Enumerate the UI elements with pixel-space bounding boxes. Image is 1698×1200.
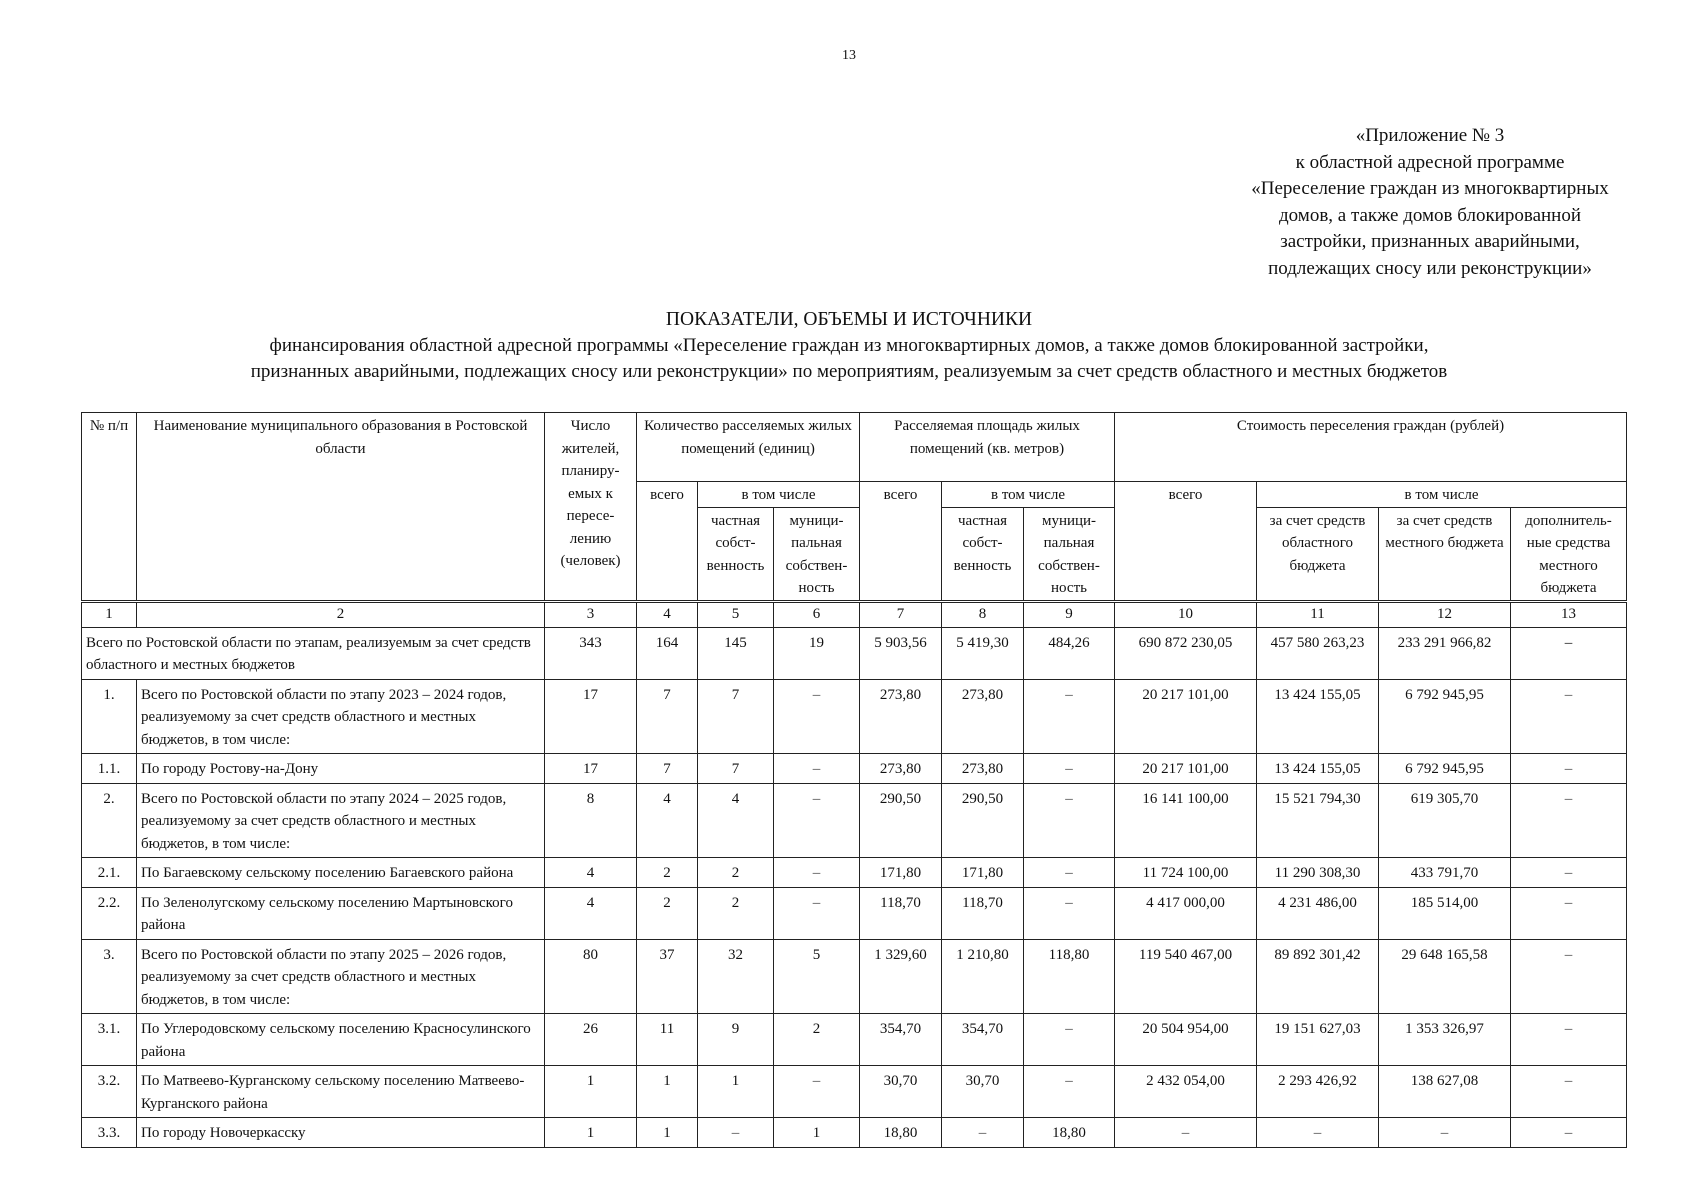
column-number: 13 [1511, 601, 1627, 627]
cell-rooms-municipal: – [774, 858, 860, 888]
cell-cost-total: 2 432 054,00 [1115, 1066, 1257, 1118]
cell-rooms-private: 2 [698, 858, 774, 888]
column-number: 5 [698, 601, 774, 627]
row-number: 2.1. [82, 858, 137, 888]
header-cost-group: Стоимость переселения граждан (рублей) [1115, 413, 1627, 482]
cell-residents: 4 [545, 887, 637, 939]
row-number: 3.3. [82, 1118, 137, 1148]
cell-rooms-private: 32 [698, 939, 774, 1014]
cell-cost-additional: – [1511, 939, 1627, 1014]
row-name: По городу Ростову-на-Дону [137, 754, 545, 784]
table-row [82, 1066, 1627, 1118]
cell-area-total: 354,70 [860, 1014, 942, 1066]
cell-rooms-total: 2 [637, 887, 698, 939]
cell-cost-additional: – [1511, 1118, 1627, 1148]
cell-area-municipal: 118,80 [1024, 939, 1115, 1014]
cell-rooms-private: 1 [698, 1066, 774, 1118]
cell-cost-regional: 11 290 308,30 [1257, 858, 1379, 888]
cell-area-private: 273,80 [942, 679, 1024, 754]
cell-area-total: 1 329,60 [860, 939, 942, 1014]
cell-cost-additional: – [1511, 783, 1627, 858]
row-number: 1. [82, 679, 137, 754]
total-area-private: 5 419,30 [942, 627, 1024, 679]
cell-cost-local: 433 791,70 [1379, 858, 1511, 888]
cell-area-private: – [942, 1118, 1024, 1148]
cell-cost-total: 20 217 101,00 [1115, 679, 1257, 754]
column-number: 12 [1379, 601, 1511, 627]
cell-rooms-total: 11 [637, 1014, 698, 1066]
cell-rooms-municipal: – [774, 679, 860, 754]
cell-cost-total: 20 217 101,00 [1115, 754, 1257, 784]
cell-rooms-total: 1 [637, 1118, 698, 1148]
total-cost-regional: 457 580 263,23 [1257, 627, 1379, 679]
row-name: По Багаевскому сельскому поселению Багаевского района [137, 858, 545, 888]
row-name: Всего по Ростовской области по этапу 2024 – 2025 годов, реализуемому за счет средств областного и местных бюджетов, в том числе: [137, 783, 545, 858]
appendix-line: подлежащих сносу или реконструкции» [1268, 257, 1592, 279]
cell-cost-total: 119 540 467,00 [1115, 939, 1257, 1014]
appendix-line: «Приложение № 3 [1355, 125, 1505, 146]
cell-cost-total: 4 417 000,00 [1115, 887, 1257, 939]
table-row [82, 939, 1627, 1014]
column-number: 4 [637, 601, 698, 627]
appendix-line: домов, а также домов блокированной [1278, 204, 1582, 226]
financing-table [81, 412, 1627, 1148]
cell-cost-additional: – [1511, 679, 1627, 754]
row-number: 3. [82, 939, 137, 1014]
cell-area-private: 290,50 [942, 783, 1024, 858]
cell-area-municipal: – [1024, 783, 1115, 858]
cell-cost-regional: 13 424 155,05 [1257, 754, 1379, 784]
cell-rooms-municipal: – [774, 1066, 860, 1118]
header-rooms-municipal: муници-пальная собствен-ность [774, 507, 860, 601]
cell-cost-additional: – [1511, 858, 1627, 888]
cell-rooms-total: 7 [637, 754, 698, 784]
total-cost-local: 233 291 966,82 [1379, 627, 1511, 679]
cell-cost-regional: 15 521 794,30 [1257, 783, 1379, 858]
page-number: 13 [842, 48, 856, 63]
cell-cost-additional: – [1511, 754, 1627, 784]
cell-residents: 17 [545, 679, 637, 754]
cell-cost-local: 6 792 945,95 [1379, 754, 1511, 784]
cell-rooms-municipal: – [774, 887, 860, 939]
table-row [82, 858, 1627, 888]
cell-residents: 1 [545, 1118, 637, 1148]
cell-area-municipal: – [1024, 679, 1115, 754]
cell-area-total: 18,80 [860, 1118, 942, 1148]
cell-rooms-total: 4 [637, 783, 698, 858]
cell-cost-total: – [1115, 1118, 1257, 1148]
column-number: 11 [1257, 601, 1379, 627]
header-rooms-total: всего [637, 482, 698, 602]
cell-area-total: 273,80 [860, 754, 942, 784]
appendix-line: застройки, признанных аварийными, [1280, 231, 1580, 252]
cell-area-municipal: – [1024, 754, 1115, 784]
cell-rooms-private: 9 [698, 1014, 774, 1066]
column-number: 8 [942, 601, 1024, 627]
cell-area-municipal: – [1024, 1014, 1115, 1066]
header-name: Наименование муниципального образования в Ростовской области [137, 413, 545, 602]
cell-area-private: 273,80 [942, 754, 1024, 784]
header-area-group: Расселяемая площадь жилых помещений (кв. метров) [860, 413, 1115, 482]
total-rooms: 164 [637, 627, 698, 679]
total-rooms-municipal: 19 [774, 627, 860, 679]
cell-cost-total: 16 141 100,00 [1115, 783, 1257, 858]
header-local-budget: за счет средств местного бюджета [1379, 507, 1511, 601]
header-area-municipal: муници-пальная собствен-ность [1024, 507, 1115, 601]
cell-area-total: 273,80 [860, 679, 942, 754]
table-row [82, 783, 1627, 858]
header-regional-budget: за счет средств областного бюджета [1257, 507, 1379, 601]
cell-rooms-municipal: 1 [774, 1118, 860, 1148]
table-row [82, 1014, 1627, 1066]
cell-rooms-total: 7 [637, 679, 698, 754]
cell-cost-local: 138 627,08 [1379, 1066, 1511, 1118]
total-residents: 343 [545, 627, 637, 679]
cell-area-private: 171,80 [942, 858, 1024, 888]
cell-cost-local: 29 648 165,58 [1379, 939, 1511, 1014]
cell-rooms-municipal: 2 [774, 1014, 860, 1066]
subtitle-line: финансирования областной адресной программы «Переселение граждан из многоквартирных домов, а также домов блокированной застройки, [269, 335, 1429, 356]
cell-cost-additional: – [1511, 1014, 1627, 1066]
cell-rooms-municipal: – [774, 754, 860, 784]
table-row [82, 679, 1627, 754]
column-number: 6 [774, 601, 860, 627]
appendix-line: к областной адресной программе [1295, 151, 1565, 173]
cell-cost-regional: 13 424 155,05 [1257, 679, 1379, 754]
total-cost-additional: – [1511, 627, 1627, 679]
cell-area-municipal: – [1024, 858, 1115, 888]
cell-rooms-municipal: – [774, 783, 860, 858]
cell-area-private: 30,70 [942, 1066, 1024, 1118]
row-name: По Зеленолугскому сельскому поселению Мартыновского района [137, 887, 545, 939]
cell-residents: 1 [545, 1066, 637, 1118]
cell-area-total: 171,80 [860, 858, 942, 888]
appendix-line: «Переселение граждан из многоквартирных [1251, 178, 1609, 199]
cell-residents: 26 [545, 1014, 637, 1066]
row-name: По Матвеево-Курганскому сельскому поселению Матвеево-Курганского района [137, 1066, 545, 1118]
cell-area-private: 1 210,80 [942, 939, 1024, 1014]
cell-area-total: 30,70 [860, 1066, 942, 1118]
cell-cost-total: 20 504 954,00 [1115, 1014, 1257, 1066]
row-number: 3.2. [82, 1066, 137, 1118]
row-number: 2.2. [82, 887, 137, 939]
table-row [82, 887, 1627, 939]
cell-rooms-private: 4 [698, 783, 774, 858]
total-cost: 690 872 230,05 [1115, 627, 1257, 679]
column-number: 2 [137, 601, 545, 627]
total-rooms-private: 145 [698, 627, 774, 679]
header-cost-total: всего [1115, 482, 1257, 602]
total-row [82, 627, 1627, 679]
column-number: 9 [1024, 601, 1115, 627]
row-name: По Углеродовскому сельскому поселению Красносулинского района [137, 1014, 545, 1066]
cell-cost-additional: – [1511, 1066, 1627, 1118]
row-name: Всего по Ростовской области по этапу 2023 – 2024 годов, реализуемому за счет средств областного и местных бюджетов, в том числе: [137, 679, 545, 754]
header-rooms-incl: в том числе [698, 482, 860, 508]
cell-cost-local: 1 353 326,97 [1379, 1014, 1511, 1066]
cell-residents: 8 [545, 783, 637, 858]
cell-residents: 4 [545, 858, 637, 888]
document-title: ПОКАЗАТЕЛИ, ОБЪЕМЫ И ИСТОЧНИКИ [665, 309, 1033, 330]
cell-cost-regional: 89 892 301,42 [1257, 939, 1379, 1014]
cell-rooms-private: 2 [698, 887, 774, 939]
cell-rooms-total: 37 [637, 939, 698, 1014]
cell-cost-local: – [1379, 1118, 1511, 1148]
cell-residents: 80 [545, 939, 637, 1014]
header-additional-local: дополнитель-ные средства местного бюджета [1511, 507, 1627, 601]
header-cost-incl: в том числе [1257, 482, 1627, 508]
cell-area-total: 118,70 [860, 887, 942, 939]
cell-cost-total: 11 724 100,00 [1115, 858, 1257, 888]
column-number: 1 [82, 601, 137, 627]
document-subtitle [0, 333, 1698, 385]
cell-area-municipal: – [1024, 1066, 1115, 1118]
cell-area-total: 290,50 [860, 783, 942, 858]
row-number: 2. [82, 783, 137, 858]
total-area: 5 903,56 [860, 627, 942, 679]
header-num: № п/п [82, 413, 137, 602]
row-name: По городу Новочеркасску [137, 1118, 545, 1148]
cell-cost-regional: 2 293 426,92 [1257, 1066, 1379, 1118]
header-rooms-group: Количество расселяемых жилых помещений (единиц) [637, 413, 860, 482]
column-number: 10 [1115, 601, 1257, 627]
cell-area-municipal: – [1024, 887, 1115, 939]
cell-cost-local: 6 792 945,95 [1379, 679, 1511, 754]
header-area-incl: в том числе [942, 482, 1115, 508]
row-name: Всего по Ростовской области по этапу 2025 – 2026 годов, реализуемому за счет средств областного и местных бюджетов, в том числе: [137, 939, 545, 1014]
cell-cost-local: 185 514,00 [1379, 887, 1511, 939]
row-number: 3.1. [82, 1014, 137, 1066]
cell-residents: 17 [545, 754, 637, 784]
column-number: 3 [545, 601, 637, 627]
cell-rooms-private: 7 [698, 679, 774, 754]
cell-area-private: 118,70 [942, 887, 1024, 939]
cell-cost-regional: 4 231 486,00 [1257, 887, 1379, 939]
header-area-total: всего [860, 482, 942, 602]
cell-cost-additional: – [1511, 887, 1627, 939]
cell-rooms-private: 7 [698, 754, 774, 784]
cell-cost-local: 619 305,70 [1379, 783, 1511, 858]
table-row [82, 754, 1627, 784]
cell-area-private: 354,70 [942, 1014, 1024, 1066]
table-row [82, 1118, 1627, 1148]
header-rooms-private: частная собст-венность [698, 507, 774, 601]
total-area-municipal: 484,26 [1024, 627, 1115, 679]
cell-area-municipal: 18,80 [1024, 1118, 1115, 1148]
header-residents: Число жителей, планиру-емых к пересе-лению (человек) [545, 413, 637, 602]
subtitle-line: признанных аварийными, подлежащих сносу или реконструкции» по мероприятиям, реализуемым за счет средств областного и местных бюджетов [250, 361, 1448, 382]
row-number: 1.1. [82, 754, 137, 784]
cell-rooms-total: 2 [637, 858, 698, 888]
cell-rooms-municipal: 5 [774, 939, 860, 1014]
cell-rooms-private: – [698, 1118, 774, 1148]
total-row-name: Всего по Ростовской области по этапам, реализуемым за счет средств областного и местных бюджетов [82, 627, 545, 679]
appendix-note [1230, 123, 1630, 282]
column-number: 7 [860, 601, 942, 627]
header-area-private: частная собст-венность [942, 507, 1024, 601]
cell-cost-regional: – [1257, 1118, 1379, 1148]
cell-cost-regional: 19 151 627,03 [1257, 1014, 1379, 1066]
cell-rooms-total: 1 [637, 1066, 698, 1118]
